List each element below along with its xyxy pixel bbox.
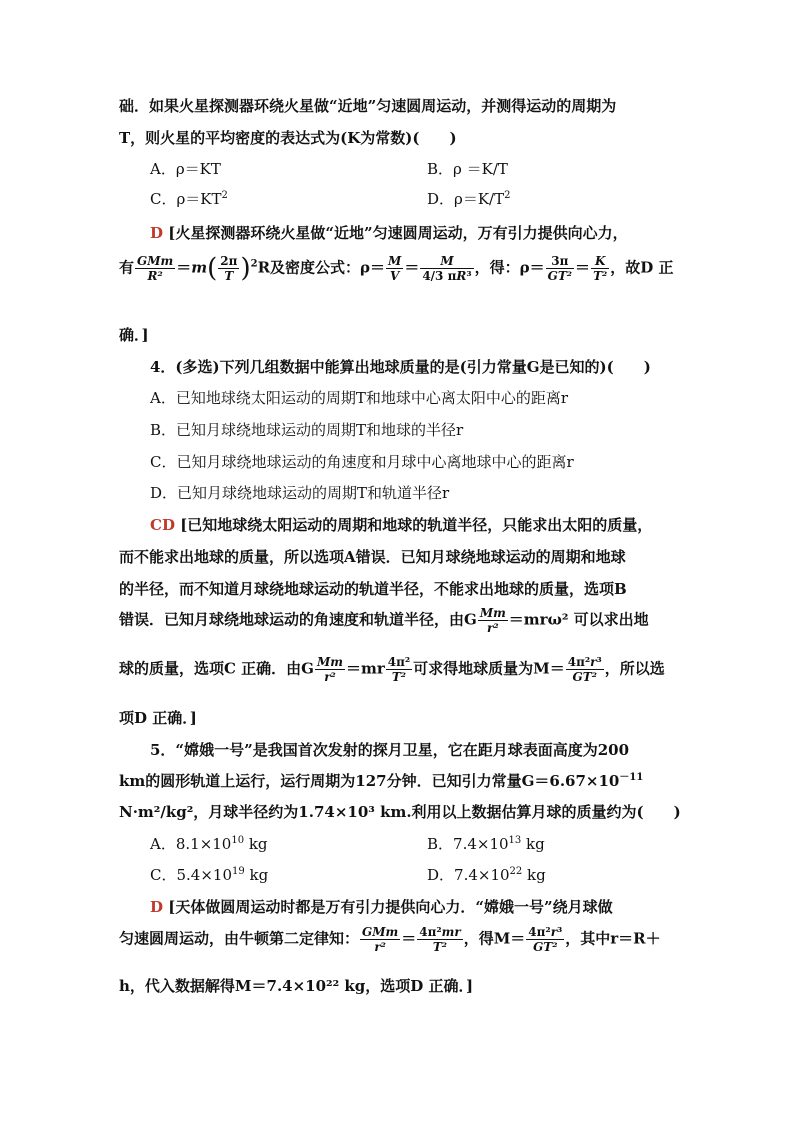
formula-4pi2r3-gt2: $\frac{\text{4π²r³}}{\text{GT²}}$: [567, 655, 602, 684]
q4-option-a: A．已知地球绕太阳运动的周期T和地球中心离太阳中心的距离r: [150, 389, 569, 407]
q5-answer: D: [150, 898, 164, 916]
q3-answer: D: [150, 224, 164, 242]
q4-explanation-line1: [150, 514, 710, 536]
q3-explanation-line3: 确．]: [119, 326, 149, 344]
q5-stem-line1: 5．“嫦娥一号”是我国首次发射的探月卫星，它在距月球表面高度为200: [150, 741, 630, 759]
formula-4pi2r3-gt2-c: $\frac{\text{4π²r³}}{\text{GT²}}$: [528, 925, 563, 954]
q4-option-d: D．已知月球绕地球运动的周期T和轨道半径r: [150, 484, 450, 502]
q4-explanation-line5: [119, 655, 679, 695]
q4-explanation-line4: [119, 606, 679, 646]
formula-3pi-gt2: $\frac{3\pi}{\text{GT²}}$: [547, 254, 573, 283]
q5-option-b: B．$7.4\times 10^{13}$ kg: [427, 835, 545, 853]
q4-exp5-pre: 球的质量，选项C 正确．由G: [119, 659, 314, 678]
q4-exp4-pre: 错误．已知月球绕地球运动的角速度和轨道半径，由G: [119, 610, 477, 629]
q5-exp2-end: ，其中r＝R＋: [565, 929, 661, 948]
q3-option-d-wrap: D．$\rho=K/T^2$: [427, 190, 511, 208]
q3-explanation-line2: 有 $\frac{\text{GMm}}{\text{R²}}$ ＝m( $\frac{2\pi}{T}$ )$^2$R及密度公式：ρ＝ $\frac{M}{V}$ ＝ $\frac{M}{\text{4/3 πR³}}$ ，得：ρ＝ $\frac{3\pi}{\text{GT²}}$ ＝ $\frac{K}{\text{T²}}$ ，故D 正: [119, 253, 674, 284]
q3-exp-text1: [火星探测器环绕火星做“近地”匀速圆周运动，万有引力提供向心力，: [168, 224, 628, 242]
formula-4pi2mr-t2: $\frac{\text{4π²mr}}{\text{T²}}$: [419, 925, 461, 954]
q3-options-row2: [150, 188, 710, 210]
formula-2pi-t: $\frac{2\pi}{T}$: [220, 254, 238, 283]
q3-exp-mid: R及密度公式：ρ＝: [257, 258, 386, 277]
q4-exp5-end: ，所以选: [604, 659, 665, 678]
q4-stem: 4．(多选)下列几组数据中能算出地球质量的是(引力常量G是已知的)( ): [150, 358, 651, 376]
q5-option-a: A．$8.1\times 10^{10}$ kg: [150, 835, 268, 853]
q3-stem-line1: 础．如果火星探测器环绕火星做“近地”匀速圆周运动，并测得运动的周期为: [119, 97, 617, 115]
formula-density-volume: $\frac{M}{\text{4/3 πR³}}$: [422, 254, 472, 283]
q3-stem-line2: T，则火星的平均密度的表达式为(K为常数)( ): [119, 129, 457, 147]
q5-exp-text1: [天体做圆周运动时都是万有引力提供向心力．“嫦娥一号”绕月球做: [168, 898, 613, 916]
formula-m-v: $\frac{M}{V}$: [388, 254, 402, 283]
formula-4pi2-t2: $\frac{\text{4π²}}{\text{T²}}$: [387, 655, 411, 684]
formula-k-t2: $\frac{K}{\text{T²}}$: [593, 254, 608, 283]
formula-mm-r2-b: $\frac{Mm}{\text{r²}}$: [316, 655, 343, 684]
q3-exp-tail: ，故D 正: [610, 258, 674, 277]
q4-explanation-line6: 项D 正确．]: [119, 709, 197, 727]
q5-option-c: C．$5.4\times 10^{19}$ kg: [150, 866, 269, 884]
q4-option-b: B．已知月球绕地球运动的周期T和地球的半径r: [150, 421, 464, 439]
q3-option-c-wrap: C．$\rho=KT^2$: [150, 190, 228, 208]
q3-option-c: C．ρ＝KT: [150, 190, 222, 208]
q4-exp4-post: ＝mrω² 可以求出地: [508, 610, 649, 629]
q4-exp5-mid: ＝mr: [345, 659, 385, 678]
q5-options-row2: [150, 864, 710, 886]
q4-option-c: C．已知月球绕地球运动的角速度和月球中心离地球中心的距离r: [150, 453, 574, 471]
q4-exp5-mid2: 可求得地球质量为M＝: [413, 659, 565, 678]
q3-options-row1: [150, 158, 710, 180]
q5-stem-line3: N·m²/kg²，月球半径约为1.74×10³ km.利用以上数据估算月球的质量约为( ): [119, 803, 681, 821]
q4-answer: CD: [150, 516, 175, 534]
q3-option-d: D．ρ＝K/T: [427, 190, 505, 208]
q5-exp2-mid: ，得M＝: [463, 929, 526, 948]
q3-option-a: A．ρ＝KT: [150, 160, 221, 178]
formula-mm-r2: $\frac{Mm}{\text{r²}}$: [479, 606, 506, 635]
q5-explanation-line2: 匀速圆周运动，由牛顿第二定律知： $\frac{\text{GMm}}{\text{r²}}$ ＝ $\frac{\text{4π²mr}}{\text{T²}}$ ，得M＝ $\frac{\text{4π²r³}}{\text{GT²}}$ ，其中r＝R＋: [119, 925, 661, 954]
q3-option-b: B．ρ ＝K/T: [427, 160, 508, 178]
q5-stem-line2: [119, 770, 679, 792]
q4-explanation-line3: 的半径，而不知道月球绕地球运动的轨道半径，不能求出地球的质量，选项B: [119, 580, 627, 598]
q5-option-d: D．$7.4\times 10^{22}$ kg: [427, 866, 546, 884]
q5-explanation-line3: h，代入数据解得M＝7.4×10²² kg，选项D 正确．]: [119, 977, 474, 995]
formula-gmm-r2: $\frac{\text{GMm}}{\text{R²}}$: [137, 254, 174, 283]
q4-explanation-line2: 而不能求出地球的质量，所以选项A错误．已知月球绕地球运动的周期和地球: [119, 548, 626, 566]
q3-explanation-line1: [150, 222, 710, 244]
q5-stem-line2-text: km的圆形轨道上运行，运行周期为127分钟．已知引力常量G＝6.67×10: [119, 772, 620, 790]
q5-exp2-pre: 匀速圆周运动，由牛顿第二定律知：: [119, 929, 360, 948]
q5-options-row1: [150, 833, 710, 855]
q3-exp-end: ，得：ρ＝: [474, 258, 545, 277]
q5-explanation-line1: [150, 896, 710, 918]
q5-exponent: －11: [619, 772, 644, 783]
q3-exp-pre: 有: [119, 258, 135, 277]
formula-gmm-r2-c: $\frac{\text{GMm}}{\text{r²}}$: [362, 925, 399, 954]
q4-exp-text1: [已知地球绕太阳运动的周期和地球的轨道半径，只能求出太阳的质量，: [180, 516, 653, 534]
